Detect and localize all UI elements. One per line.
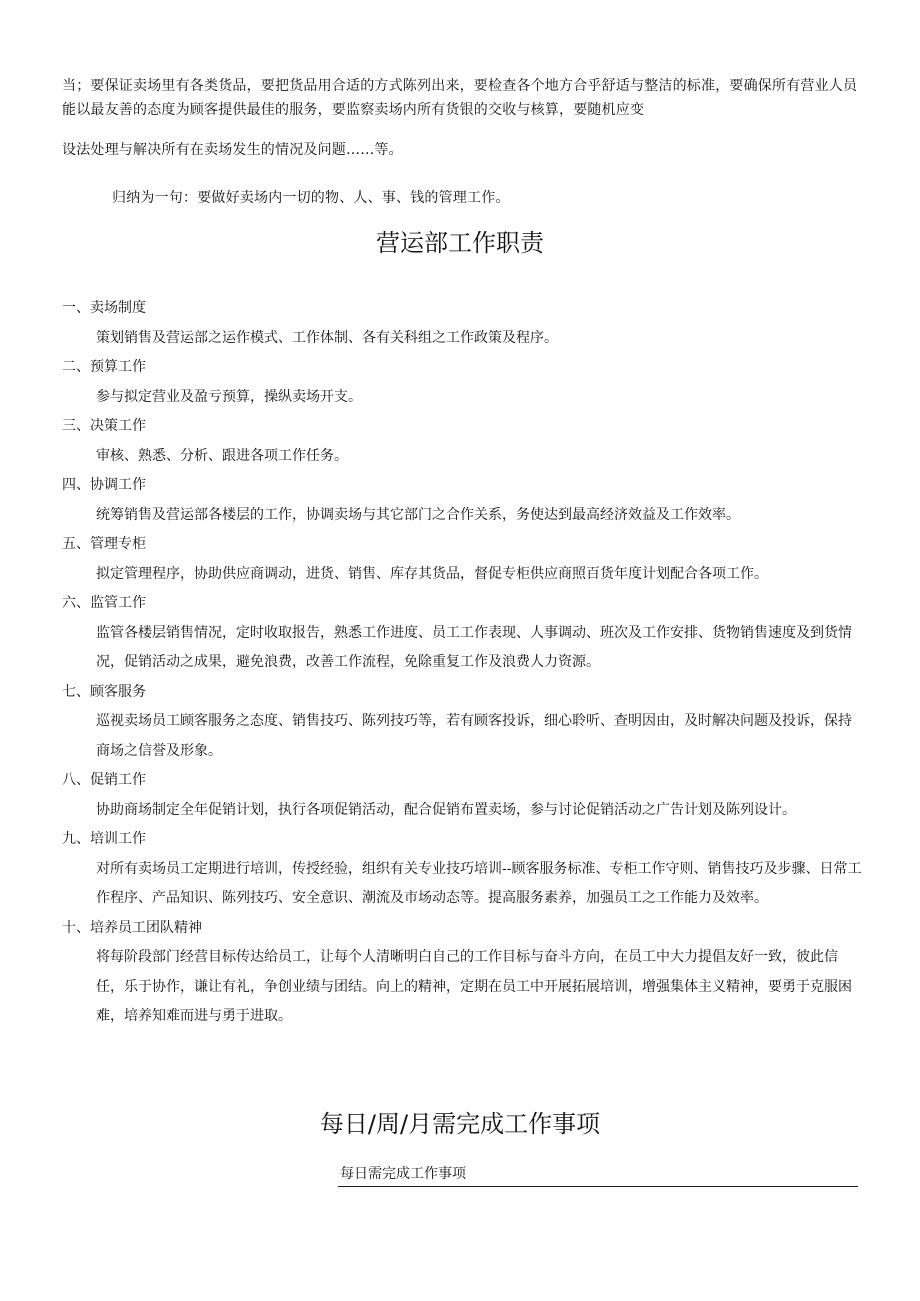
duty-body: 将每阶段部门经营目标传达给员工，让每个人清晰明白自己的工作目标与奋斗方向，在员工中大力提倡友好一致，彼此信任，乐于协作，谦让有礼，争创业绩与团结。向上的精神，定期在员工中开展拓展培训，增强集体主义精神，要勇于克服困难，培养知难而进与勇于进取。 [96,949,852,1024]
duty-title: 三、决策工作 [62,418,146,434]
duty-title: 十、培养员工团队精神 [62,919,202,936]
summary-sentence: 归纳为一句：要做好卖场内一切的物、人、事、钱的管理工作。 [112,190,510,206]
duty-title: 七、顾客服务 [62,683,146,700]
duty-body: 巡视卖场员工顾客服务之态度、销售技巧、陈列技巧等，若有顾客投诉，细心聆听、查明因由，及时解决问题及投诉，保持商场之信誉及形象。 [96,713,852,759]
duty-item [62,412,862,471]
duty-title: 九、培训工作 [62,831,146,847]
duty-item [62,353,862,412]
duty-body: 统筹销售及营运部各楼层的工作，协调卖场与其它部门之合作关系，务使达到最高经济效益及工作效率。 [96,506,740,523]
duty-title: 五、管理专柜 [62,536,146,552]
duty-body: 拟定管理程序，协助供应商调动，进货、销售、库存其货品，督促专柜供应商照百货年度计划配合各项工作。 [96,565,768,582]
duty-item [62,589,862,678]
duty-title: 八、促销工作 [62,772,146,788]
intro-paragraph: 当；要保证卖场里有各类货品，要把货品用合适的方式陈列出来，要检查各个地方合乎舒适与整洁的标准，要确保所有营业人员能以最友善的态度为顾客提供最佳的服务，要监察卖场内所有货银的交收与核算，要随机应变 [62,78,858,118]
duty-title: 四、协调工作 [62,477,146,493]
section-title-operations-duties: 营运部工作职责 [376,229,544,257]
duty-title: 二、预算工作 [62,359,146,375]
tasks-section-title: 每日/周/月需完成工作事项 [319,1110,601,1138]
duty-item [62,766,862,825]
duty-item [62,914,862,1032]
duty-item [62,530,862,589]
duty-item [62,678,862,767]
duty-body: 监管各楼层销售情况，定时收取报告，熟悉工作进度、员工工作表现、人事调动、班次及工作安排、货物销售速度及到货情况，促销活动之成果，避免浪费，改善工作流程，免除重复工作及浪费人力资源。 [96,624,852,670]
duty-body: 参与拟定营业及盈亏预算，操纵卖场开支。 [96,388,362,405]
duty-item [62,825,862,914]
duties-list [62,294,862,1032]
daily-tasks-subheading: 每日需完成工作事项 [338,1162,858,1187]
duty-body: 协助商场制定全年促销计划，执行各项促销活动，配合促销布置卖场，参与讨论促销活动之广告计划及陈列设计。 [96,801,796,818]
duty-item [62,294,862,353]
duty-body: 对所有卖场员工定期进行培训，传授经验，组织有关专业技巧培训--顾客服务标准、专柜工作守则、销售技巧及步骤、日常工作程序、产品知识、陈列技巧、安全意识、潮流及市场动态等。提高服务素养，加强员工之工作能力及效率。 [96,860,862,906]
intro-paragraph-continued: 设法处理与解决所有在卖场发生的情况及问题……等。 [62,142,403,158]
duty-title: 六、监管工作 [62,595,146,611]
duty-title: 一、卖场制度 [62,300,146,316]
duty-body: 审核、熟悉、分析、跟进各项工作任务。 [96,447,348,464]
duty-body: 策划销售及营运部之运作模式、工作体制、各有关科组之工作政策及程序。 [96,329,558,346]
duty-item [62,471,862,530]
